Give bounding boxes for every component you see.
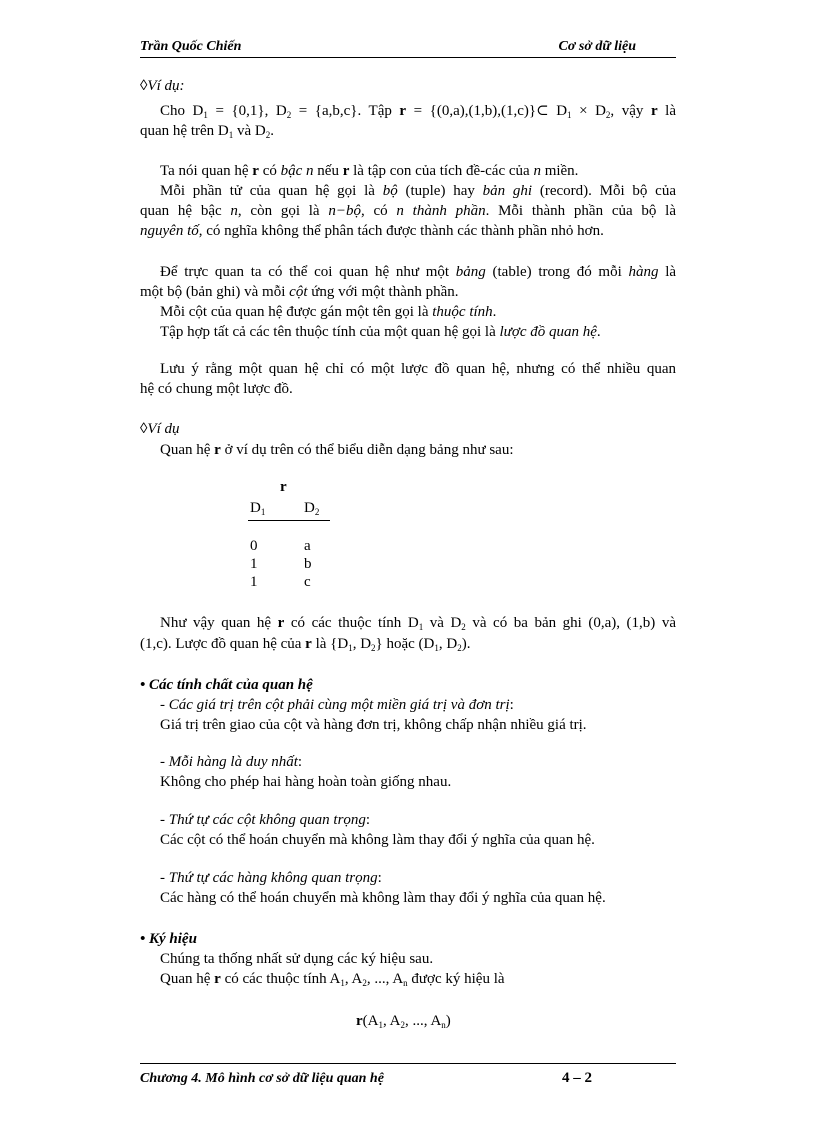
paragraph-degree-line-3: quan hệ bậc n, còn gọi là n−bộ, có n thành phần. Mỗi thành phần của bộ là: [140, 203, 676, 219]
table-cell: 0: [250, 538, 258, 554]
property-2-text: Không cho phép hai hàng hoàn toàn giống nhau.: [160, 774, 452, 790]
notation-line-2: Quan hệ r có các thuộc tính $A_1$, $A_2$, ..., $A_n$ được ký hiệu là: [160, 971, 505, 988]
example-heading: ◊Ví dụ:: [140, 78, 185, 94]
properties-heading: • Các tính chất của quan hệ: [140, 677, 313, 693]
example-line-2: quan hệ trên $D_1$ và $D_2$.: [140, 123, 274, 140]
example-2-line: Quan hệ r ở ví dụ trên có thể biểu diễn dạng bảng như sau:: [160, 442, 514, 458]
paragraph-table-line-4: Tập hợp tất cả các tên thuộc tính của một quan hệ gọi là lược đồ quan hệ.: [160, 324, 601, 340]
paragraph-degree-line-4: nguyên tố, có nghĩa không thể phân tách được thành các thành phần nhỏ hơn.: [140, 223, 604, 239]
notation-formula: $r(A_1$, $A_2$, ..., $A_n$): [356, 1013, 451, 1030]
relation-table: [248, 478, 330, 592]
property-3-text: Các cột có thể hoán chuyển mà không làm thay đổi ý nghĩa của quan hệ.: [160, 832, 595, 848]
table-header-d1: $D_1$: [250, 500, 266, 517]
property-1-title: - Các giá trị trên cột phải cùng một miền giá trị và đơn trị:: [160, 697, 514, 713]
header-title: Cơ sở dữ liệu: [558, 39, 636, 54]
paragraph-table-line-3: Mỗi cột của quan hệ được gán một tên gọi là thuộc tính.: [160, 304, 497, 320]
table-cell: a: [304, 538, 311, 554]
paragraph-schema-line-1: Như vậy quan hệ r có các thuộc tính $D_1$ và $D_2$ và có ba bản ghi (0,a), (1,b) và: [160, 615, 677, 632]
table-header-d2: $D_2$: [304, 500, 320, 517]
property-4-text: Các hàng có thể hoán chuyển mà không làm thay đổi ý nghĩa của quan hệ.: [160, 890, 606, 906]
paragraph-note-line-2: hệ có chung một lược đồ.: [140, 381, 293, 397]
paragraph-degree-line-1: Ta nói quan hệ r có bậc n nếu r là tập con của tích đề-các của n miền.: [160, 163, 579, 179]
paragraph-schema-line-2: (1,c). Lược đồ quan hệ của r là {$D_1$, $D_2$} hoặc ($D_1$, $D_2$).: [140, 636, 471, 653]
header-author: Trần Quốc Chiến: [140, 39, 242, 54]
page-number: 4 – 2: [562, 1070, 592, 1086]
page-header: [140, 37, 676, 58]
notation-heading: • Ký hiệu: [140, 931, 197, 947]
example-line-1: Cho $D_1 = \{0,1\}$, $D_2 = \{a,b,c\}$. Tập r = {(0,a),(1,b),(1,c)}⊂ $D_1 \times D_2$, vậy r là: [160, 103, 676, 120]
property-1-text: Giá trị trên giao của cột và hàng đơn trị, không chấp nhận nhiều giá trị.: [160, 717, 587, 733]
table-cell: c: [304, 574, 311, 590]
paragraph-degree-line-2: Mỗi phần tử của quan hệ gọi là bộ (tuple) hay bản ghi (record). Mỗi bộ của: [160, 183, 676, 199]
table-header-rule: [248, 520, 330, 521]
table-cell: b: [304, 556, 312, 572]
page-footer: [140, 1063, 676, 1092]
table-cell: 1: [250, 556, 258, 572]
property-4-title: - Thứ tự các hàng không quan trọng:: [160, 870, 382, 886]
table-cell: 1: [250, 574, 258, 590]
paragraph-table-line-2: một bộ (bản ghi) và mỗi cột ứng với một thành phần.: [140, 284, 459, 300]
property-2-title: - Mỗi hàng là duy nhất:: [160, 754, 303, 770]
table-name: r: [280, 479, 287, 495]
example-2-heading: ◊Ví dụ: [140, 421, 180, 437]
property-3-title: - Thứ tự các cột không quan trọng:: [160, 812, 371, 828]
notation-line-1: Chúng ta thống nhất sử dụng các ký hiệu sau.: [160, 951, 434, 967]
paragraph-note-line-1: Lưu ý rằng một quan hệ chỉ có một lược đồ quan hệ, nhưng có thể nhiều quan: [160, 361, 676, 377]
paragraph-table-line-1: Để trực quan ta có thể coi quan hệ như một bảng (table) trong đó mỗi hàng là: [160, 264, 677, 280]
footer-chapter: Chương 4. Mô hình cơ sở dữ liệu quan hệ: [140, 1071, 384, 1086]
